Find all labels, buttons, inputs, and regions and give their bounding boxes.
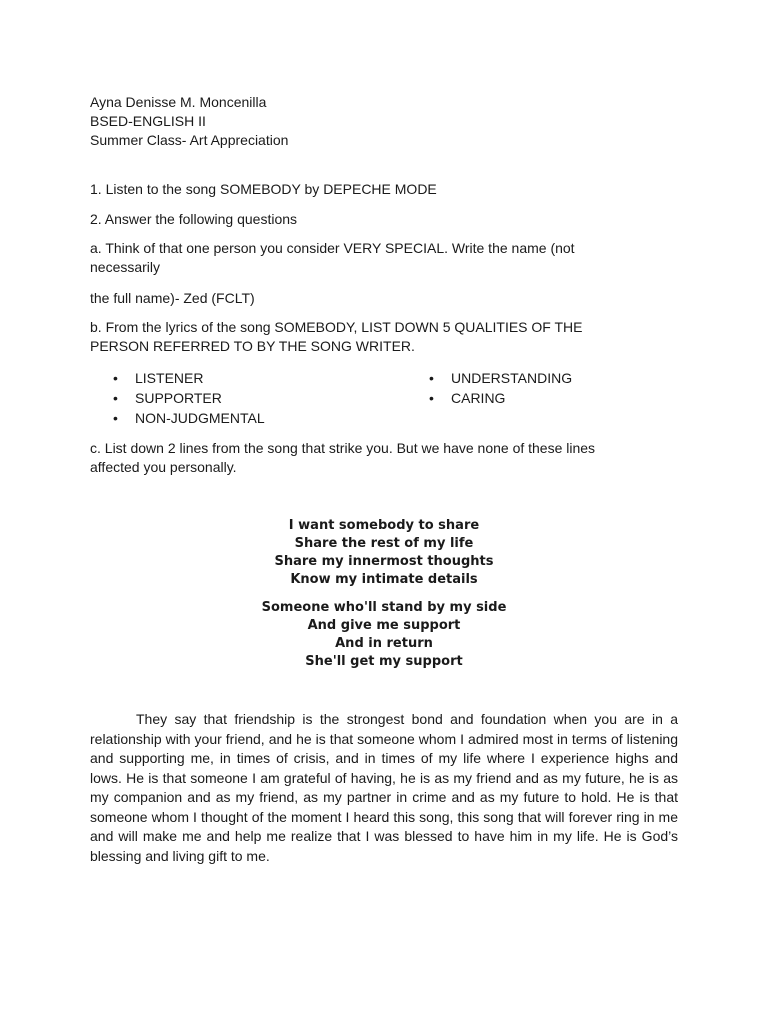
question-c-line-2: affected you personally. — [90, 459, 237, 475]
question-a-line-2: necessarily — [90, 259, 161, 275]
student-header — [90, 93, 288, 150]
question-b — [90, 318, 650, 356]
instruction-2: 2. Answer the following questions — [90, 211, 298, 227]
qualities-list — [90, 368, 678, 428]
lyric-line: Share my innermost thoughts — [274, 554, 494, 569]
list-item: • LISTENER — [90, 368, 406, 388]
lyric-line: I want somebody to share — [288, 518, 480, 533]
list-item: • CARING — [406, 388, 678, 408]
question-c — [90, 439, 650, 477]
student-name: Ayna Denisse M. Moncenilla — [90, 94, 267, 110]
lyrics-stanza-1 — [90, 517, 678, 589]
question-a-line-1: a. Think of that one person you consider VERY SPECIAL. Write the name (not — [90, 240, 575, 256]
essay-paragraph: They say that friendship is the strongest bond and foundation when you are in a relationship with your friend, and he is that someone whom I admired most in terms of listening and supporting me, in times of crisis, and in times of my life where I experience highs and lows. He is that someone I am grateful of having, he is as my friend and as my future, he is as my companion and as my friend, as my partner in crime and as my future to hold. He is that someone whom I thought of the moment I heard this song, this song that will forever ring in me and will make me and help me realize that I was blessed to have him in my life. He is God’s blessing and living gift to me. — [90, 711, 678, 864]
question-c-line-1: c. List down 2 lines from the song that strike you. But we have none of these lines — [90, 440, 596, 456]
lyric-line: Someone who'll stand by my side — [261, 600, 507, 615]
question-a-answer: the full name)- Zed (FCLT) — [90, 290, 255, 306]
question-b-line-2: PERSON REFERRED TO BY THE SONG WRITER. — [90, 338, 415, 354]
lyric-line: She'll get my support — [305, 654, 463, 669]
lyric-line: And give me support — [307, 618, 461, 633]
question-b-line-1: b. From the lyrics of the song SOMEBODY, LIST DOWN 5 QUALITIES OF THE — [90, 319, 583, 335]
class-name: Summer Class- Art Appreciation — [90, 132, 289, 148]
lyric-line: Know my intimate details — [290, 572, 478, 587]
lyric-line: Share the rest of my life — [294, 536, 474, 551]
song-lyrics — [90, 517, 678, 671]
list-item: • NON-JUDGMENTAL — [90, 408, 406, 428]
student-course: BSED-ENGLISH II — [90, 113, 206, 129]
question-a — [90, 239, 650, 277]
lyrics-stanza-2 — [90, 599, 678, 671]
list-item: • UNDERSTANDING — [406, 368, 678, 388]
lyric-line: And in return — [335, 636, 433, 651]
list-item: • SUPPORTER — [90, 388, 406, 408]
instruction-1: 1. Listen to the song SOMEBODY by DEPECHE MODE — [90, 181, 437, 197]
